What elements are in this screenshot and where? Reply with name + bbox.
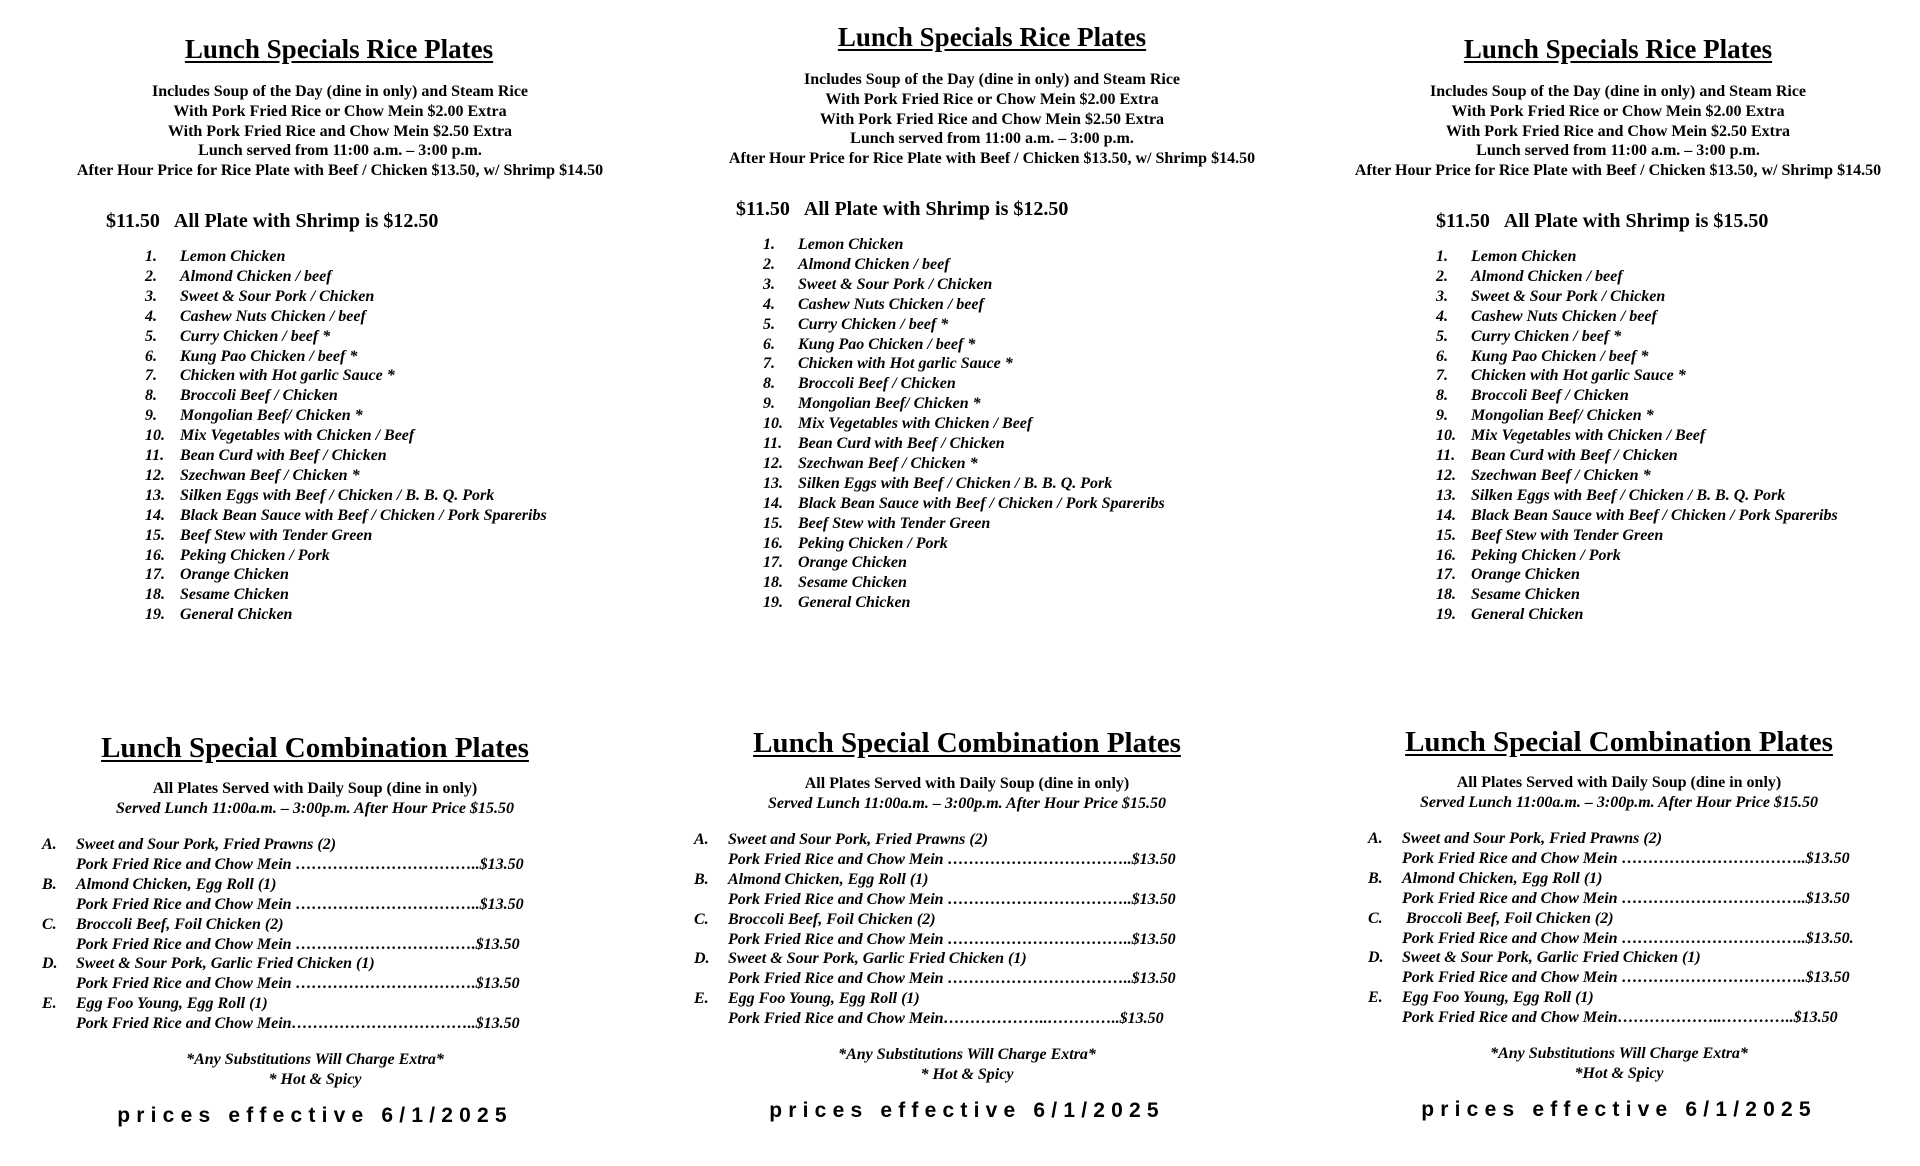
item-number: 16. xyxy=(1436,546,1456,564)
combo-sides-price: Pork Fried Rice and Chow Mein………………..…………..$13.50 xyxy=(1402,1009,1838,1027)
item-name: Chicken with Hot garlic Sauce * xyxy=(1471,367,1686,385)
hot-spicy-note: * Hot & Spicy xyxy=(920,1066,1014,1084)
rice-menu-item xyxy=(763,315,1302,335)
rice-menu-item xyxy=(1436,426,1920,446)
item-name: Almond Chicken / beef xyxy=(1471,267,1623,285)
combo-letter: D. xyxy=(1368,949,1384,967)
combo-letter: C. xyxy=(42,915,57,933)
combo-menu-item xyxy=(42,875,650,915)
item-number: 6. xyxy=(145,347,157,365)
item-name: Szechwan Beef / Chicken * xyxy=(1471,466,1651,484)
rice-menu-item xyxy=(1436,287,1920,307)
rice-menu-list xyxy=(763,235,1302,613)
item-name: Black Bean Sauce with Beef / Chicken / Pork Spareribs xyxy=(180,506,547,524)
rice-menu-item xyxy=(763,374,1302,394)
rice-menu-item xyxy=(1436,526,1920,546)
combo-info-line: All Plates Served with Daily Soup (dine in only) xyxy=(1456,774,1782,791)
rice-menu-item xyxy=(1436,506,1920,526)
combo-sides-price: Pork Fried Rice and Chow Mein………………..…………..$13.50 xyxy=(728,1010,1164,1028)
item-number: 6. xyxy=(1436,347,1448,365)
info-line: With Pork Fried Rice or Chow Mein $2.00 Extra xyxy=(825,90,1159,108)
rice-menu-item xyxy=(145,546,650,566)
item-name: Szechwan Beef / Chicken * xyxy=(798,454,978,472)
rice-menu-item xyxy=(763,494,1302,514)
item-number: 18. xyxy=(1436,586,1456,604)
rice-menu-item xyxy=(1436,486,1920,506)
rice-menu-item xyxy=(145,327,650,347)
combo-panel-3 xyxy=(1334,726,1920,1122)
item-name: Bean Curd with Beef / Chicken xyxy=(1471,447,1678,465)
info-line: With Pork Fried Rice and Chow Mein $2.50 Extra xyxy=(1445,122,1791,140)
item-name: Peking Chicken / Pork xyxy=(180,546,330,564)
item-number: 2. xyxy=(145,267,157,285)
combo-sides-price: Pork Fried Rice and Chow Mein ……………………………..$13.50 xyxy=(728,850,1176,868)
item-name: Sesame Chicken xyxy=(180,586,289,604)
combo-sides-price: Pork Fried Rice and Chow Mein ……………………………..$13.50 xyxy=(728,890,1176,908)
item-number: 16. xyxy=(763,534,783,552)
item-number: 2. xyxy=(1436,267,1448,285)
item-name: Broccoli Beef / Chicken xyxy=(798,375,956,393)
item-number: 4. xyxy=(763,295,775,313)
combo-letter: A. xyxy=(694,831,709,848)
rice-title: Lunch Specials Rice Plates xyxy=(184,34,494,64)
item-number: 9. xyxy=(763,395,775,413)
combo-sides-price: Pork Fried Rice and Chow Mein ……………………………..$13.50 xyxy=(1402,969,1850,987)
item-number: 7. xyxy=(145,367,157,385)
combo-sides-price: Pork Fried Rice and Chow Mein ……………………………..$13.50 xyxy=(1402,889,1850,907)
info-line: Lunch served from 11:00 a.m. – 3:00 p.m. xyxy=(850,130,1134,148)
item-name: Silken Eggs with Beef / Chicken / B. B. Q. Pork xyxy=(1471,486,1786,504)
item-number: 17. xyxy=(145,566,165,584)
rice-menu-item xyxy=(763,275,1302,295)
combo-sides-price: Pork Fried Rice and Chow Mein ……………………………..$13.50 xyxy=(1402,849,1850,867)
combo-info-line: Served Lunch 11:00a.m. – 3:00p.m. After Hour Price $15.50 xyxy=(1419,794,1819,811)
item-name: Cashew Nuts Chicken / beef xyxy=(1471,307,1657,325)
info-line: Lunch served from 11:00 a.m. – 3:00 p.m. xyxy=(198,142,482,160)
item-number: 1. xyxy=(763,235,775,253)
item-name: Mix Vegetables with Chicken / Beef xyxy=(798,415,1033,433)
combo-name: Sweet and Sour Pork, Fried Prawns (2) xyxy=(728,831,989,848)
item-name: Bean Curd with Beef / Chicken xyxy=(180,447,387,465)
combo-info xyxy=(1334,773,1904,813)
combo-info-line: Served Lunch 11:00a.m. – 3:00p.m. After Hour Price $15.50 xyxy=(115,800,515,817)
rice-menu-item xyxy=(145,605,650,625)
combo-menu-item xyxy=(694,989,1302,1029)
combo-menu-item xyxy=(1368,948,1920,988)
rice-menu-item xyxy=(763,394,1302,414)
combo-menu-item xyxy=(694,949,1302,989)
item-name: Mix Vegetables with Chicken / Beef xyxy=(180,427,415,445)
rice-info xyxy=(682,70,1302,169)
combo-notes xyxy=(1334,1044,1904,1084)
item-name: Chicken with Hot garlic Sauce * xyxy=(798,355,1013,373)
shrimp-price: All Plate with Shrimp is $12.50 xyxy=(803,197,1069,220)
combo-letter: B. xyxy=(694,870,709,888)
item-name: Peking Chicken / Pork xyxy=(798,534,948,552)
combo-menu-list xyxy=(1368,829,1920,1028)
item-number: 15. xyxy=(145,526,165,544)
rice-price-line xyxy=(736,198,1302,221)
combo-menu-list xyxy=(694,830,1302,1029)
rice-menu-item xyxy=(763,295,1302,315)
combo-info xyxy=(682,774,1252,814)
rice-menu-item xyxy=(145,466,650,486)
item-name: Curry Chicken / beef * xyxy=(798,315,949,333)
item-name: Mongolian Beef/ Chicken * xyxy=(180,407,363,425)
combo-letter: A. xyxy=(1368,830,1383,847)
item-number: 19. xyxy=(763,594,783,612)
rice-menu-item xyxy=(1436,386,1920,406)
item-number: 14. xyxy=(145,506,165,524)
item-number: 17. xyxy=(1436,566,1456,584)
item-number: 19. xyxy=(145,606,165,624)
item-name: Silken Eggs with Beef / Chicken / B. B. Q. Pork xyxy=(798,474,1113,492)
rice-menu-item xyxy=(763,553,1302,573)
rice-menu-item xyxy=(763,434,1302,454)
rice-menu-item xyxy=(1436,247,1920,267)
substitution-note: *Any Substitutions Will Charge Extra* xyxy=(838,1046,1096,1064)
item-name: Kung Pao Chicken / beef * xyxy=(180,347,358,365)
info-line: After Hour Price for Rice Plate with Beef / Chicken $13.50, w/ Shrimp $14.50 xyxy=(728,150,1256,168)
item-number: 12. xyxy=(145,466,165,484)
item-name: Kung Pao Chicken / beef * xyxy=(1471,347,1649,365)
item-name: Orange Chicken xyxy=(798,554,907,572)
rice-menu-item xyxy=(1436,585,1920,605)
rice-menu-item xyxy=(1436,307,1920,327)
combo-title: Lunch Special Combination Plates xyxy=(101,732,529,764)
info-line: Includes Soup of the Day (dine in only) and Steam Rice xyxy=(1429,83,1807,100)
item-name: Curry Chicken / beef * xyxy=(1471,327,1622,345)
rice-menu-list xyxy=(145,247,650,625)
item-number: 13. xyxy=(763,474,783,492)
rice-menu-item xyxy=(1436,267,1920,287)
rice-title: Lunch Specials Rice Plates xyxy=(1463,34,1773,64)
combo-letter: E. xyxy=(1368,989,1383,1007)
item-number: 8. xyxy=(1436,387,1448,405)
item-name: Cashew Nuts Chicken / beef xyxy=(798,295,984,313)
combo-menu-item xyxy=(1368,829,1920,869)
combo-name: Almond Chicken, Egg Roll (1) xyxy=(76,875,277,893)
rice-menu-item xyxy=(1436,565,1920,585)
rice-menu-item xyxy=(145,366,650,386)
item-name: Broccoli Beef / Chicken xyxy=(180,387,338,405)
prices-effective: prices effective 6/1/2025 xyxy=(117,1104,513,1128)
item-number: 7. xyxy=(1436,367,1448,385)
item-number: 11. xyxy=(763,435,783,453)
item-number: 16. xyxy=(145,546,165,564)
prices-effective: prices effective 6/1/2025 xyxy=(769,1099,1165,1123)
info-line: Includes Soup of the Day (dine in only) and Steam Rice xyxy=(151,83,529,100)
info-line: After Hour Price for Rice Plate with Beef / Chicken $13.50, w/ Shrimp $14.50 xyxy=(76,162,604,180)
rice-menu-item xyxy=(1436,366,1920,386)
combo-sides-price: Pork Fried Rice and Chow Mein ……………………………..$13.50. xyxy=(1402,929,1854,947)
item-number: 15. xyxy=(763,514,783,532)
combo-letter: C. xyxy=(1368,909,1383,927)
info-line: Lunch served from 11:00 a.m. – 3:00 p.m. xyxy=(1476,142,1760,160)
rice-menu-item xyxy=(763,573,1302,593)
item-name: Szechwan Beef / Chicken * xyxy=(180,466,360,484)
shrimp-price: All Plate with Shrimp is $15.50 xyxy=(1503,209,1769,232)
rice-menu-list xyxy=(1436,247,1920,625)
rice-menu-item xyxy=(145,287,650,307)
rice-price: $11.50 xyxy=(1436,209,1490,232)
item-name: Mongolian Beef/ Chicken * xyxy=(1471,407,1654,425)
item-name: Black Bean Sauce with Beef / Chicken / Pork Spareribs xyxy=(798,494,1165,512)
combo-title: Lunch Special Combination Plates xyxy=(753,727,1181,759)
rice-menu-item xyxy=(763,354,1302,374)
item-name: Lemon Chicken xyxy=(798,235,904,253)
combo-panel-2 xyxy=(682,727,1302,1123)
rice-menu-item xyxy=(145,406,650,426)
item-number: 4. xyxy=(145,307,157,325)
item-number: 12. xyxy=(1436,466,1456,484)
combo-menu-item xyxy=(42,915,650,955)
combo-name: Egg Foo Young, Egg Roll (1) xyxy=(76,995,268,1013)
rice-panel-3 xyxy=(1308,34,1920,625)
item-name: Orange Chicken xyxy=(180,566,289,584)
item-number: 12. xyxy=(763,454,783,472)
rice-menu-item xyxy=(763,335,1302,355)
combo-menu-item xyxy=(694,870,1302,910)
item-number: 2. xyxy=(763,255,775,273)
combo-name: Broccoli Beef, Foil Chicken (2) xyxy=(1402,909,1614,927)
rice-menu-item xyxy=(145,426,650,446)
combo-menu-list xyxy=(42,835,650,1034)
prices-effective: prices effective 6/1/2025 xyxy=(1421,1098,1817,1122)
combo-name: Almond Chicken, Egg Roll (1) xyxy=(728,870,929,888)
combo-letter: E. xyxy=(42,995,57,1013)
combo-sides-price: Pork Fried Rice and Chow Mein …………………………….$13.50 xyxy=(76,935,520,953)
item-number: 3. xyxy=(763,275,775,293)
rice-menu-item xyxy=(145,386,650,406)
item-number: 4. xyxy=(1436,307,1448,325)
rice-menu-item xyxy=(763,534,1302,554)
combo-menu-item xyxy=(694,830,1302,870)
rice-menu-item xyxy=(763,235,1302,255)
combo-name: Sweet & Sour Pork, Garlic Fried Chicken (1) xyxy=(76,955,375,973)
combo-panel-1 xyxy=(30,732,650,1128)
info-line: With Pork Fried Rice and Chow Mein $2.50 Extra xyxy=(167,122,513,140)
combo-info xyxy=(30,779,600,819)
rice-menu-item xyxy=(145,307,650,327)
item-name: Broccoli Beef / Chicken xyxy=(1471,387,1629,405)
combo-notes xyxy=(30,1050,600,1090)
substitution-note: *Any Substitutions Will Charge Extra* xyxy=(1490,1045,1748,1063)
combo-name: Egg Foo Young, Egg Roll (1) xyxy=(728,990,920,1008)
item-number: 17. xyxy=(763,554,783,572)
rice-menu-item xyxy=(145,486,650,506)
rice-menu-item xyxy=(763,414,1302,434)
rice-menu-item xyxy=(145,506,650,526)
item-number: 5. xyxy=(145,327,157,345)
info-line: Includes Soup of the Day (dine in only) and Steam Rice xyxy=(803,71,1181,88)
item-name: Almond Chicken / beef xyxy=(180,267,332,285)
item-name: General Chicken xyxy=(1471,606,1584,624)
combo-letter: A. xyxy=(42,836,57,853)
hot-spicy-note: * Hot & Spicy xyxy=(268,1071,362,1089)
item-number: 18. xyxy=(763,574,783,592)
item-name: Black Bean Sauce with Beef / Chicken / Pork Spareribs xyxy=(1471,506,1838,524)
item-name: Beef Stew with Tender Green xyxy=(180,526,373,544)
item-name: Bean Curd with Beef / Chicken xyxy=(798,435,1005,453)
item-name: Sesame Chicken xyxy=(798,574,907,592)
rice-menu-item xyxy=(763,514,1302,534)
rice-menu-item xyxy=(1436,605,1920,625)
item-number: 5. xyxy=(1436,327,1448,345)
item-number: 8. xyxy=(763,375,775,393)
shrimp-price: All Plate with Shrimp is $12.50 xyxy=(173,209,439,232)
rice-menu-item xyxy=(145,347,650,367)
combo-letter: D. xyxy=(694,950,710,968)
combo-menu-item xyxy=(42,835,650,875)
combo-letter: E. xyxy=(694,990,709,1008)
rice-menu-item xyxy=(1436,347,1920,367)
info-line: With Pork Fried Rice or Chow Mein $2.00 Extra xyxy=(173,102,507,120)
item-name: General Chicken xyxy=(180,606,293,624)
combo-sides-price: Pork Fried Rice and Chow Mein …………………………….$13.50 xyxy=(76,975,520,993)
rice-info xyxy=(1308,82,1920,181)
item-number: 3. xyxy=(145,287,157,305)
rice-menu-item xyxy=(145,267,650,287)
combo-name: Sweet and Sour Pork, Fried Prawns (2) xyxy=(76,836,337,853)
combo-sides-price: Pork Fried Rice and Chow Mein ……………………………..$13.50 xyxy=(76,895,524,913)
rice-menu-item xyxy=(763,454,1302,474)
rice-menu-item xyxy=(763,593,1302,613)
rice-menu-item xyxy=(145,247,650,267)
combo-menu-item xyxy=(42,994,650,1034)
rice-menu-item xyxy=(1436,406,1920,426)
rice-menu-item xyxy=(145,446,650,466)
hot-spicy-note: *Hot & Spicy xyxy=(1574,1065,1664,1083)
combo-menu-item xyxy=(1368,988,1920,1028)
combo-name: Broccoli Beef, Foil Chicken (2) xyxy=(76,915,284,933)
item-name: Mix Vegetables with Chicken / Beef xyxy=(1471,427,1706,445)
item-name: Kung Pao Chicken / beef * xyxy=(798,335,976,353)
rice-menu-item xyxy=(1436,327,1920,347)
rice-price: $11.50 xyxy=(106,209,160,232)
item-number: 14. xyxy=(1436,506,1456,524)
rice-menu-item xyxy=(1436,466,1920,486)
rice-menu-item xyxy=(145,526,650,546)
item-number: 19. xyxy=(1436,606,1456,624)
item-name: Lemon Chicken xyxy=(180,247,286,265)
item-number: 6. xyxy=(763,335,775,353)
item-number: 9. xyxy=(1436,407,1448,425)
combo-info-line: Served Lunch 11:00a.m. – 3:00p.m. After Hour Price $15.50 xyxy=(767,795,1167,812)
rice-price: $11.50 xyxy=(736,197,790,220)
item-number: 13. xyxy=(1436,486,1456,504)
substitution-note: *Any Substitutions Will Charge Extra* xyxy=(186,1051,444,1069)
combo-sides-price: Pork Fried Rice and Chow Mein ……………………………..$13.50 xyxy=(76,855,524,873)
item-number: 13. xyxy=(145,486,165,504)
item-name: Curry Chicken / beef * xyxy=(180,327,331,345)
item-name: Lemon Chicken xyxy=(1471,247,1577,265)
combo-sides-price: Pork Fried Rice and Chow Mein ……………………………..$13.50 xyxy=(728,930,1176,948)
item-name: Beef Stew with Tender Green xyxy=(798,514,991,532)
item-number: 15. xyxy=(1436,526,1456,544)
combo-sides-price: Pork Fried Rice and Chow Mein……………………………..$13.50 xyxy=(76,1015,520,1033)
item-name: Sweet & Sour Pork / Chicken xyxy=(180,287,375,305)
rice-panel-2 xyxy=(682,22,1302,613)
item-number: 7. xyxy=(763,355,775,373)
rice-menu-item xyxy=(145,585,650,605)
item-name: Peking Chicken / Pork xyxy=(1471,546,1621,564)
item-name: Almond Chicken / beef xyxy=(798,255,950,273)
rice-price-line xyxy=(106,210,650,233)
combo-menu-item xyxy=(1368,869,1920,909)
combo-name: Sweet and Sour Pork, Fried Prawns (2) xyxy=(1402,830,1663,847)
item-name: Chicken with Hot garlic Sauce * xyxy=(180,367,395,385)
item-name: Sweet & Sour Pork / Chicken xyxy=(1471,287,1666,305)
combo-letter: D. xyxy=(42,955,58,973)
combo-menu-item xyxy=(1368,909,1920,949)
info-line: After Hour Price for Rice Plate with Beef / Chicken $13.50, w/ Shrimp $14.50 xyxy=(1354,162,1882,180)
combo-name: Sweet & Sour Pork, Garlic Fried Chicken (1) xyxy=(1402,949,1701,967)
item-number: 18. xyxy=(145,586,165,604)
item-number: 8. xyxy=(145,387,157,405)
combo-menu-item xyxy=(42,954,650,994)
info-line: With Pork Fried Rice and Chow Mein $2.50 Extra xyxy=(819,110,1165,128)
rice-menu-item xyxy=(145,565,650,585)
rice-price-line xyxy=(1436,210,1920,233)
item-name: Mongolian Beef/ Chicken * xyxy=(798,395,981,413)
rice-panel-1 xyxy=(30,34,650,625)
item-number: 3. xyxy=(1436,287,1448,305)
combo-name: Sweet & Sour Pork, Garlic Fried Chicken (1) xyxy=(728,950,1027,968)
info-line: With Pork Fried Rice or Chow Mein $2.00 Extra xyxy=(1451,102,1785,120)
combo-notes xyxy=(682,1045,1252,1085)
item-name: Sesame Chicken xyxy=(1471,586,1580,604)
combo-info-line: All Plates Served with Daily Soup (dine in only) xyxy=(152,780,478,797)
combo-name: Egg Foo Young, Egg Roll (1) xyxy=(1402,989,1594,1007)
rice-menu-item xyxy=(1436,446,1920,466)
combo-name: Almond Chicken, Egg Roll (1) xyxy=(1402,869,1603,887)
item-number: 11. xyxy=(145,447,165,465)
item-name: Orange Chicken xyxy=(1471,566,1580,584)
rice-menu-item xyxy=(763,255,1302,275)
combo-sides-price: Pork Fried Rice and Chow Mein ……………………………..$13.50 xyxy=(728,970,1176,988)
rice-info xyxy=(30,82,650,181)
item-name: Cashew Nuts Chicken / beef xyxy=(180,307,366,325)
item-number: 9. xyxy=(145,407,157,425)
item-number: 10. xyxy=(763,415,783,433)
combo-letter: B. xyxy=(42,875,57,893)
item-name: General Chicken xyxy=(798,594,911,612)
combo-letter: B. xyxy=(1368,869,1383,887)
item-number: 1. xyxy=(145,247,157,265)
rice-menu-item xyxy=(763,474,1302,494)
rice-menu-item xyxy=(1436,546,1920,566)
item-number: 5. xyxy=(763,315,775,333)
combo-name: Broccoli Beef, Foil Chicken (2) xyxy=(728,910,936,928)
item-number: 10. xyxy=(1436,427,1456,445)
rice-title: Lunch Specials Rice Plates xyxy=(837,22,1147,52)
combo-letter: C. xyxy=(694,910,709,928)
item-number: 1. xyxy=(1436,247,1448,265)
combo-title: Lunch Special Combination Plates xyxy=(1405,726,1833,758)
item-name: Beef Stew with Tender Green xyxy=(1471,526,1664,544)
item-number: 11. xyxy=(1436,447,1456,465)
combo-menu-item xyxy=(694,910,1302,950)
combo-info-line: All Plates Served with Daily Soup (dine in only) xyxy=(804,775,1130,792)
item-number: 14. xyxy=(763,494,783,512)
item-number: 10. xyxy=(145,427,165,445)
item-name: Sweet & Sour Pork / Chicken xyxy=(798,275,993,293)
item-name: Silken Eggs with Beef / Chicken / B. B. Q. Pork xyxy=(180,486,495,504)
